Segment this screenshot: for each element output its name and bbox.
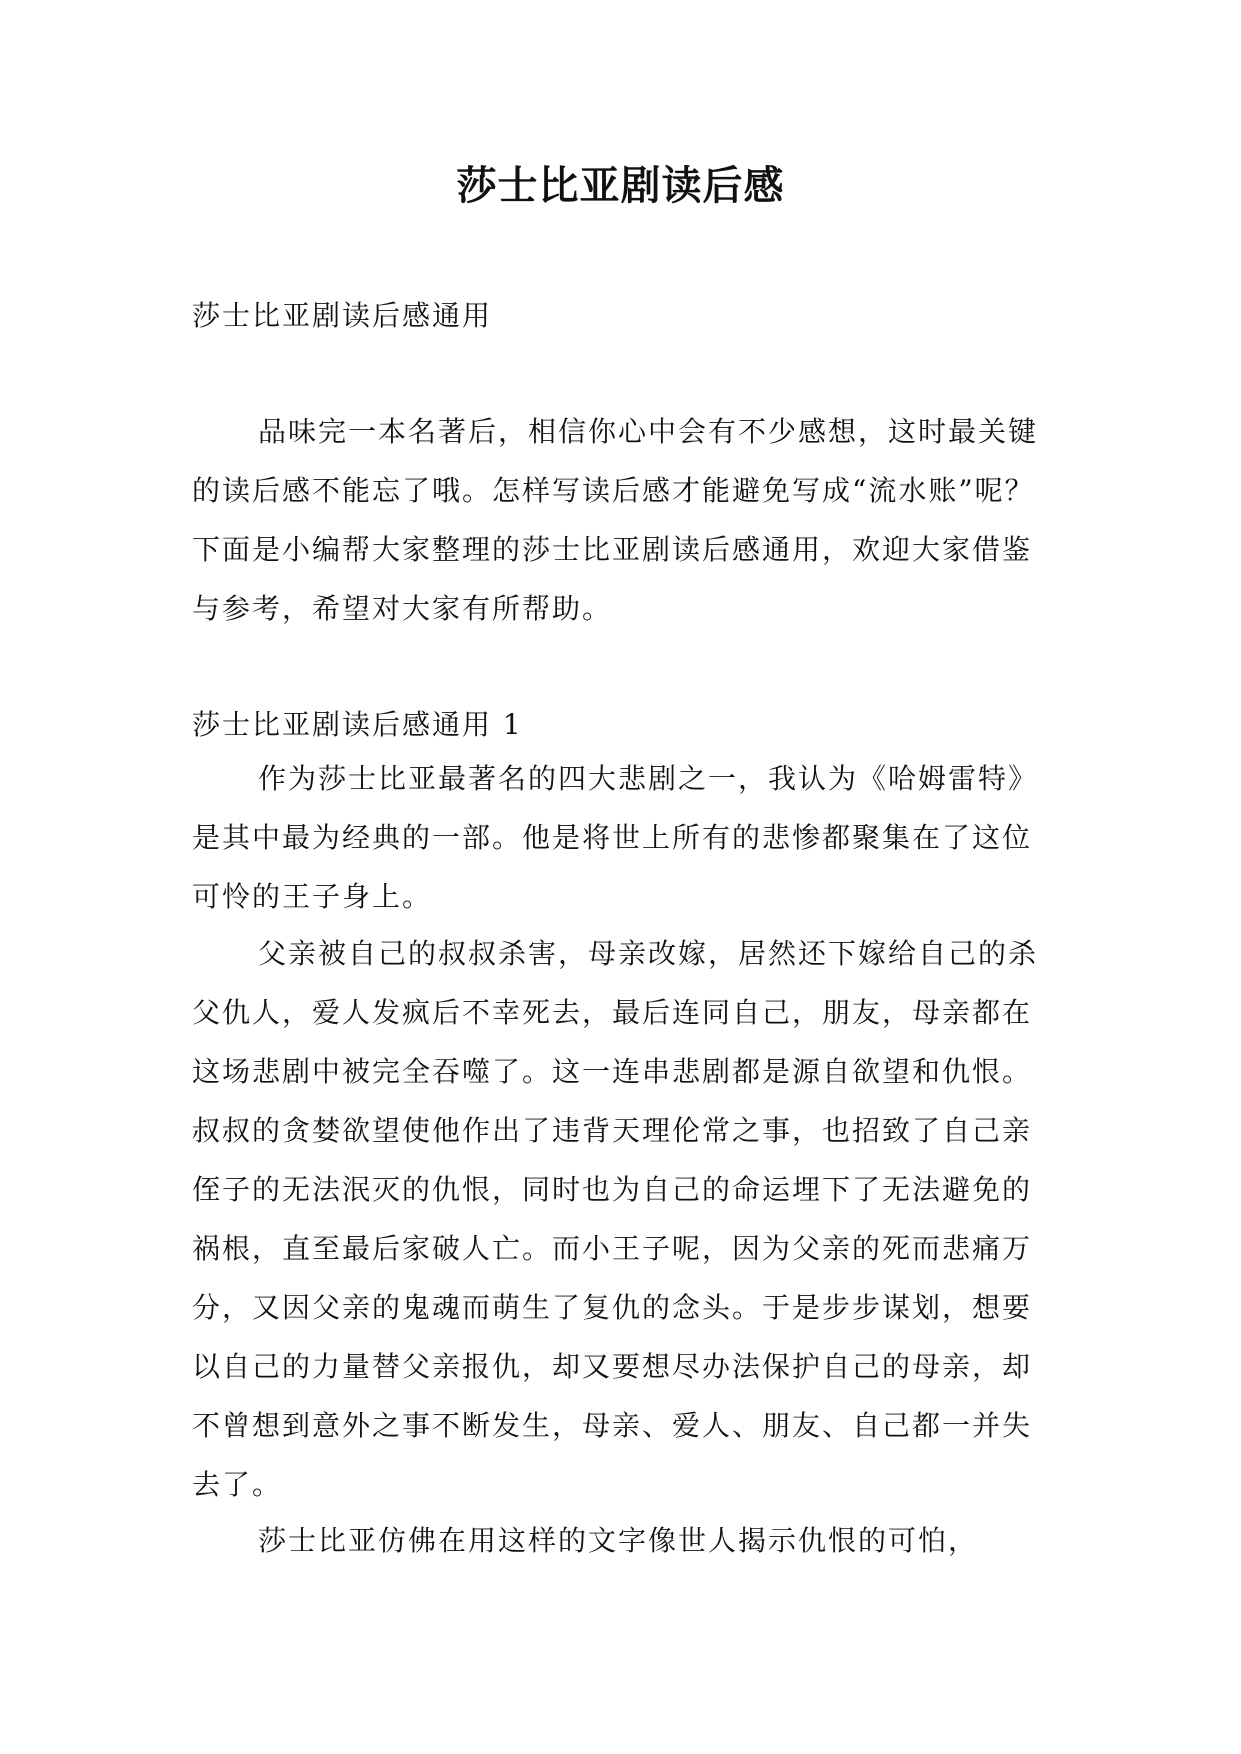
intro-paragraph: 品味完一本名著后，相信你心中会有不少感想，这时最关键的读后感不能忘了哦。怎样写读后感才能避免写成“流水账”呢？下面是小编帮大家整理的莎士比亚剧读后感通用，欢迎大家借鉴与参考，希望对大家有所帮助。 <box>192 415 1039 625</box>
document-title: 莎士比亚剧读后感 <box>456 162 785 209</box>
document-subtitle: 莎士比亚剧读后感通用 <box>192 299 493 332</box>
body-paragraph-2: 父亲被自己的叔叔杀害，母亲改嫁，居然还下嫁给自己的杀父仇人，爱人发疯后不幸死去，最后连同自己，朋友，母亲都在这场悲剧中被完全吞噬了。这一连串悲剧都是源自欲望和仇恨。叔叔的贪婪欲望使他作出了违背天理伦常之事，也招致了自己亲侄子的无法泯灭的仇恨，同时也为自己的命运埋下了无法避免的祸根，直至最后家破人亡。而小王子呢，因为父亲的死而悲痛万分，又因父亲的鬼魂而萌生了复仇的念头。于是步步谋划，想要以自己的力量替父亲报仇，却又要想尽办法保护自己的母亲，却不曾想到意外之事不断发生，母亲、爱人、朋友、自己都一并失去了。 <box>192 937 1039 1501</box>
body-paragraph-3: 莎士比亚仿佛在用这样的文字像世人揭示仇恨的可怕， <box>258 1524 979 1557</box>
section-heading: 莎士比亚剧读后感通用 1 <box>192 708 523 741</box>
body-paragraph-1: 作为莎士比亚最著名的四大悲剧之一，我认为《哈姆雷特》是其中最为经典的一部。他是将世上所有的悲惨都聚集在了这位可怜的王子身上。 <box>192 762 1039 913</box>
